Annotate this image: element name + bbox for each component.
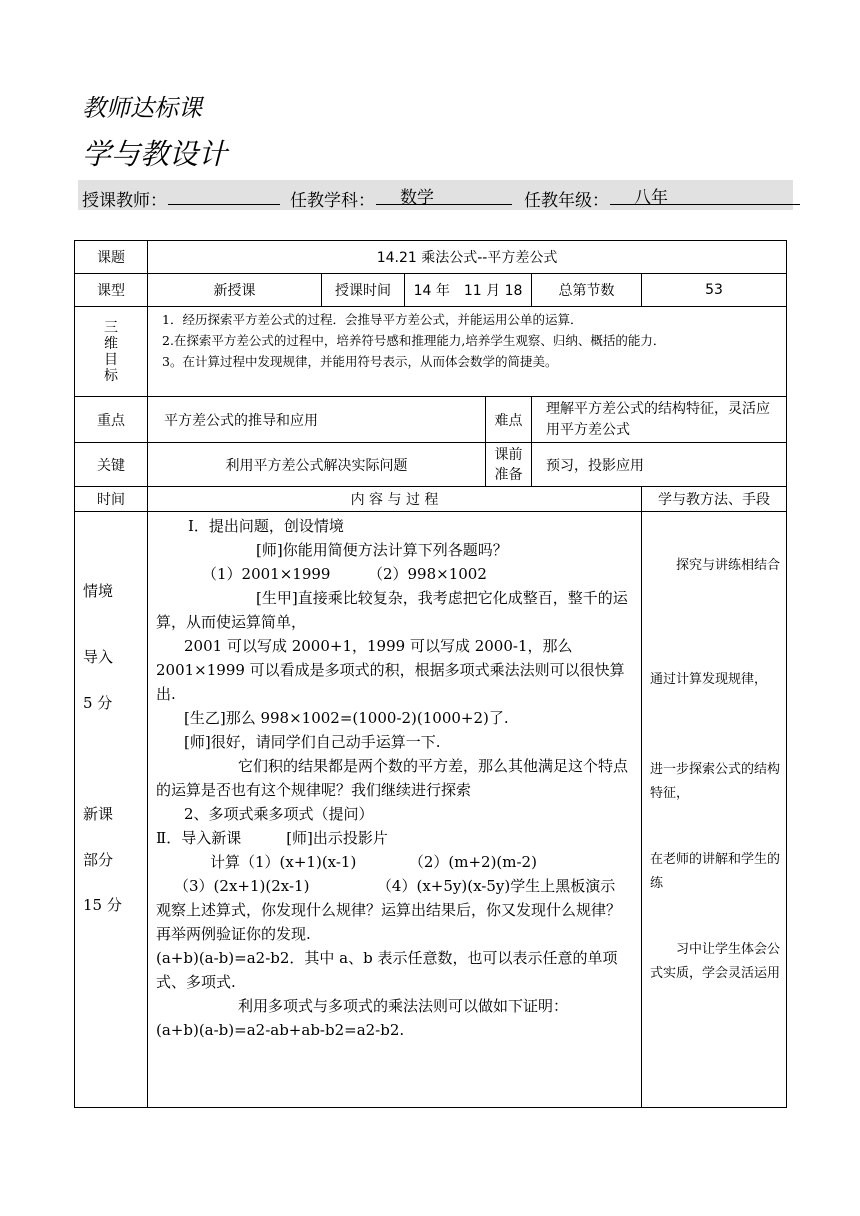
col-time: 时间 bbox=[75, 487, 148, 512]
goal-item: 1．经历探索平方差公式的过程．会推导平方差公式，并能运用公单的运算． bbox=[162, 312, 583, 327]
total-label: 总第节数 bbox=[532, 274, 642, 307]
difficulty-label: 难点 bbox=[486, 397, 532, 443]
content-line: 观察上述算式，你发现什么规律？运算出结果后，你又发现什么规律？再举两例验证你的发现. bbox=[156, 901, 622, 943]
method-entry: 习中让学生体会公式实质，学会灵活运用 bbox=[650, 942, 781, 981]
content-line: 利用多项式与多项式的乘法法则可以做如下证明： (a+b)(a-b)=a2-ab+ab-b2=a2-b2. bbox=[156, 997, 606, 1039]
teacher-field bbox=[168, 183, 280, 205]
grade-field: 八年 bbox=[610, 183, 800, 205]
subject-field: 数学 bbox=[376, 183, 512, 205]
method-cell bbox=[642, 512, 787, 1108]
col-content: 内 容 与 过 程 bbox=[148, 487, 642, 512]
content-line: （3）(2x+1)(2x-1) （4）(x+5y)(x-5y)学生上黑板演示 bbox=[174, 877, 616, 895]
time-entry: 5 分 bbox=[83, 694, 113, 712]
goals-label: 三 维 目 标 bbox=[75, 307, 148, 397]
type-value: 新授课 bbox=[148, 274, 322, 307]
content-line: (a+b)(a-b)=a2-b2．其中 a、b 表示任意数，也可以表示任意的单项式、多项式. bbox=[156, 949, 618, 991]
content-line: （1）2001×1999 （2）998×1002 bbox=[202, 565, 487, 583]
content-line: [生乙]那么 998×1002=(1000-2)(1000+2)了. bbox=[184, 709, 509, 727]
time-label: 授课时间 bbox=[322, 274, 405, 307]
topic-label: 课题 bbox=[75, 241, 148, 274]
content-line: Ⅱ．导入新课 [师]出示投影片 bbox=[156, 829, 388, 847]
content-line: [师]你能用简便方法计算下列各题吗？ bbox=[256, 541, 508, 559]
difficulty-value: 理解平方差公式的结构特征，灵活应用平方差公式 bbox=[532, 397, 787, 443]
method-entry: 在老师的讲解和学生的练 bbox=[650, 852, 781, 891]
time-entry: 情境 bbox=[83, 582, 114, 600]
crux-label: 关键 bbox=[75, 443, 148, 487]
subject-label: 任教学科： bbox=[290, 191, 375, 211]
goal-item: 3。在计算过程中发现规律，并能用符号表示，从而体会数学的简捷美。 bbox=[162, 354, 558, 369]
time-cell bbox=[75, 512, 148, 1108]
total-value: 53 bbox=[642, 274, 787, 307]
content-cell bbox=[148, 512, 642, 1108]
topic-value: 14.21 乘法公式--平方差公式 bbox=[148, 241, 787, 274]
lesson-plan-table bbox=[74, 240, 787, 1108]
method-entry: 通过计算发现规律， bbox=[650, 672, 768, 687]
method-entry: 探究与讲练相结合 bbox=[676, 558, 781, 573]
key-label: 重点 bbox=[75, 397, 148, 443]
teacher-label: 授课教师： bbox=[82, 191, 167, 211]
title-line-2: 学与教设计 bbox=[82, 137, 228, 171]
content-line: 计算（1）(x+1)(x-1) （2）(m+2)(m-2) bbox=[210, 853, 537, 871]
method-entry: 进一步探索公式的结构特征， bbox=[650, 762, 781, 801]
type-label: 课型 bbox=[75, 274, 148, 307]
content-line: Ⅰ．提出问题，创设情境 bbox=[188, 517, 344, 535]
grade-label: 任教年级： bbox=[524, 191, 609, 211]
time-entry: 新课 bbox=[83, 805, 114, 823]
crux-value: 利用平方差公式解决实际问题 bbox=[148, 443, 486, 487]
goals-cell bbox=[148, 307, 787, 397]
key-value: 平方差公式的推导和应用 bbox=[148, 397, 486, 443]
col-method: 学与教方法、手段 bbox=[642, 487, 787, 512]
content-line: [生甲]直接乘比较复杂，我考虑把它化成整百，整千的运算，从而使运算简单， bbox=[156, 589, 628, 631]
prep-value: 预习，投影应用 bbox=[532, 443, 787, 487]
time-value: 14 年 11 月 18 bbox=[405, 274, 532, 307]
title-line-1: 教师达标课 bbox=[82, 94, 202, 122]
time-entry: 部分 bbox=[83, 851, 114, 869]
info-bar bbox=[78, 180, 793, 210]
content-line: 2001 可以写成 2000+1，1999 可以写成 2000-1，那么 2001×1999 可以看成是多项式的积，根据多项式乘法法则可以很快算出. bbox=[156, 637, 625, 703]
time-entry: 15 分 bbox=[83, 896, 122, 914]
content-line: 它们积的结果都是两个数的平方差，那么其他满足这个特点的运算是否也有这个规律呢？我们继续进行探索 bbox=[156, 757, 629, 799]
goal-item: 2.在探索平方差公式的过程中，培养符号感和推理能力,培养学生观察、归纳、概括的能力． bbox=[162, 333, 666, 348]
content-line: [师]很好，请同学们自己动手运算一下. bbox=[184, 733, 441, 751]
time-entry: 导入 bbox=[83, 648, 114, 666]
content-line: 2、多项式乘多项式（提问） bbox=[184, 805, 374, 823]
prep-label: 课前准备 bbox=[486, 443, 532, 487]
